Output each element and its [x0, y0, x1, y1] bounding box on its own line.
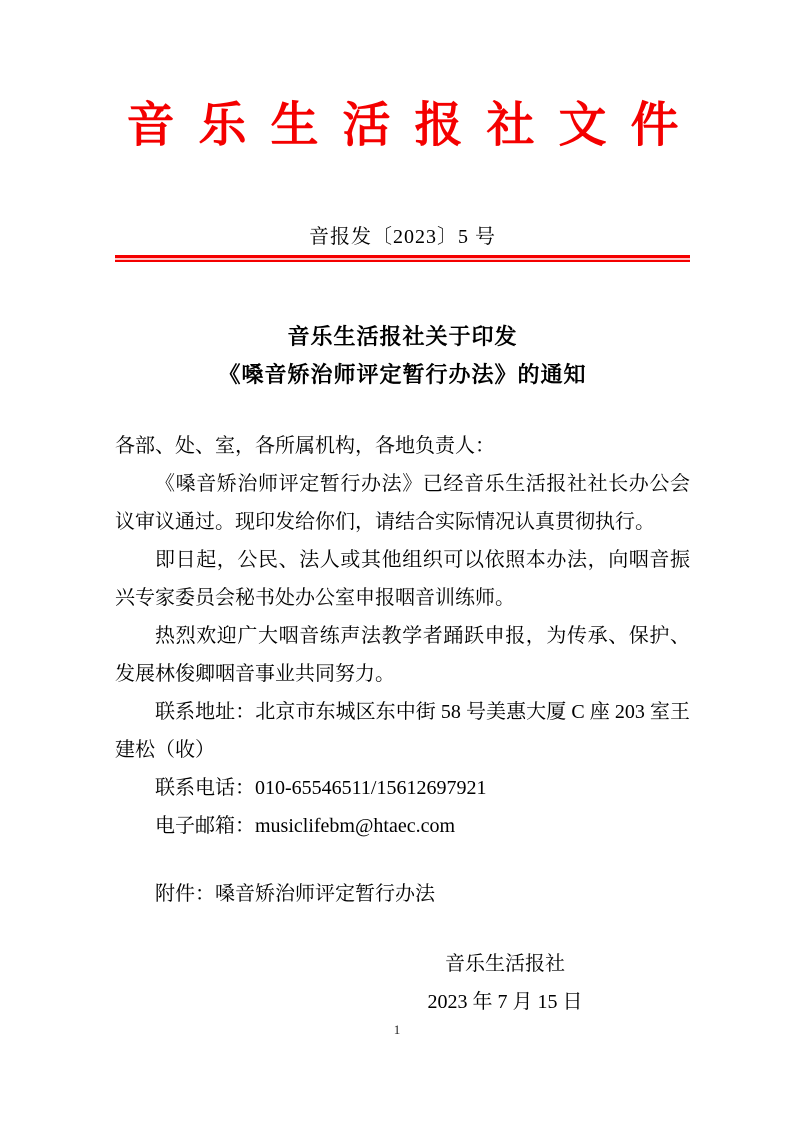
signature-block	[405, 945, 605, 1021]
body-paragraph: 《嗓音矫治师评定暂行办法》已经音乐生活报社社长办公会议审议通过。现印发给你们，请结合实际情况认真贯彻执行。	[115, 473, 690, 533]
contact-email-line: 电子邮箱：musiclifebm@htaec.com	[155, 815, 456, 837]
body-paragraph: 热烈欢迎广大咽音练声法教学者踊跃申报，为传承、保护、发展林俊卿咽音事业共同努力。	[115, 625, 690, 685]
notice-body	[115, 427, 690, 845]
salutation-line: 各部、处、室，各所属机构，各地负责人：	[115, 435, 495, 457]
page-number: 1	[393, 1022, 401, 1037]
signature-date: 2023 年 7 月 15 日	[427, 991, 583, 1013]
red-header-title: 音乐生活报社文件	[126, 99, 703, 152]
signature-org: 音乐生活报社	[445, 953, 565, 975]
attachment-line: 附件：嗓音矫治师评定暂行办法	[155, 883, 435, 905]
notice-title	[115, 318, 690, 394]
contact-phone-line: 联系电话：010-65546511/15612697921	[155, 777, 487, 799]
body-paragraph: 即日起，公民、法人或其他组织可以依照本办法，向咽音振兴专家委员会秘书处办公室申报咽音训练师。	[115, 549, 690, 609]
notice-title-line1: 音乐生活报社关于印发	[287, 324, 518, 349]
document-number: 音报发〔2023〕5 号	[309, 226, 496, 248]
red-divider-rule	[115, 255, 690, 262]
notice-title-line2: 《嗓音矫治师评定暂行办法》的通知	[218, 362, 587, 387]
contact-address-line: 联系地址：北京市东城区东中街 58 号美惠大厦 C 座 203 室王建松（收）	[115, 701, 690, 761]
